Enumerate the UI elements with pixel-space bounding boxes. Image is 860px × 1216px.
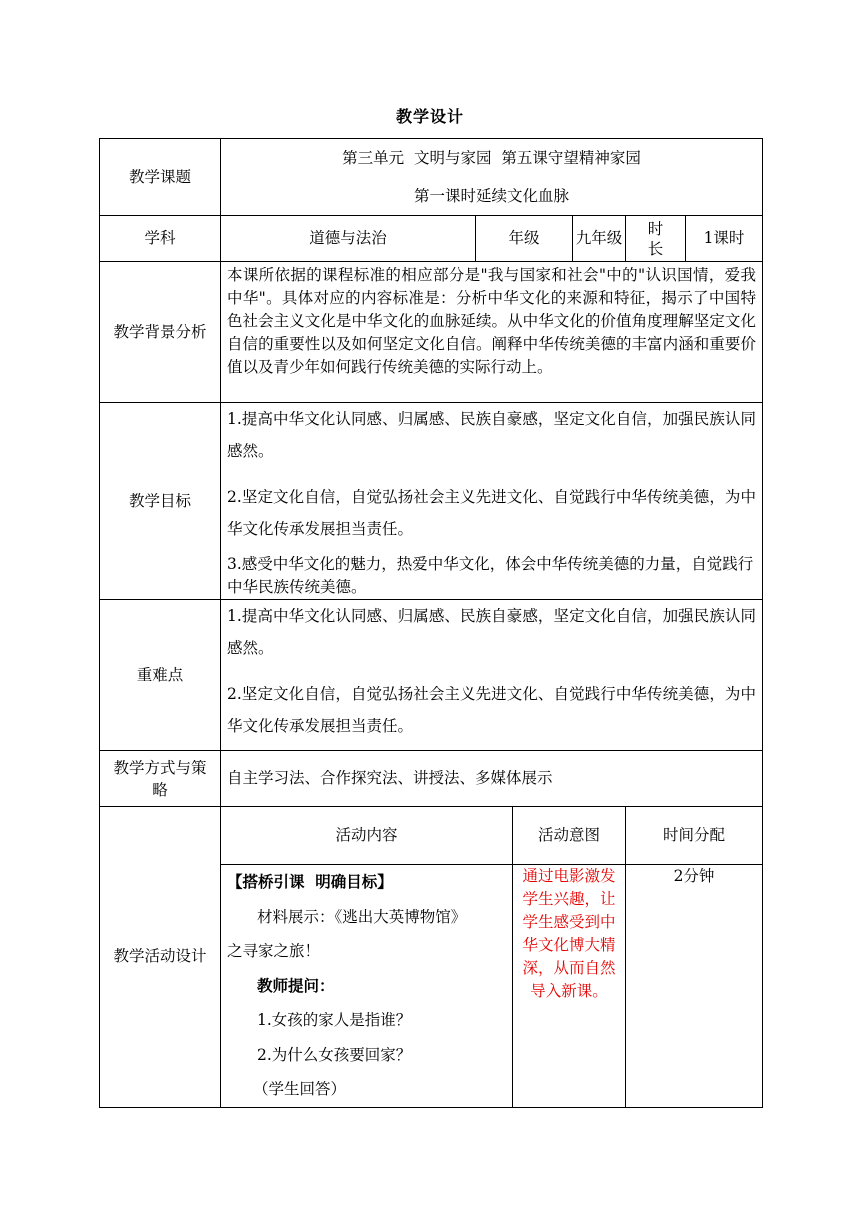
grade-label: 年级 bbox=[476, 216, 573, 262]
objectives-row bbox=[100, 403, 763, 600]
topic-value bbox=[221, 139, 763, 216]
page-title: 教学设计 bbox=[395, 107, 464, 126]
teacher-question-label: 教师提问： bbox=[257, 975, 335, 995]
duration-label bbox=[626, 216, 686, 262]
duration-value: 1课时 bbox=[686, 216, 763, 262]
key-points-cell bbox=[221, 600, 763, 751]
grade-value: 九年级 bbox=[573, 216, 626, 262]
activity-intent-cell: 通过电影激发学生兴趣，让学生感受到中华文化博大精深，从而自然导入新课。 bbox=[513, 865, 626, 1108]
objectives-cell bbox=[221, 403, 763, 600]
lesson-plan-table bbox=[99, 138, 763, 1108]
question-2: 2.为什么女孩要回家？ bbox=[257, 1045, 412, 1064]
objective-item-1: 1.提高中华文化认同感、归属感、民族自豪感，坚定文化自信，加强民族认同感然。 bbox=[227, 410, 756, 460]
activity-material-line-2: 之寻家之旅！ bbox=[227, 942, 321, 960]
activity-material-line-1: 材料展示：《逃出大英博物馆》 bbox=[257, 907, 467, 926]
duration-label-line-2: 长 bbox=[647, 239, 664, 258]
key-point-item-2: 2.坚定文化自信，自觉弘扬社会主义先进文化、自觉践行中华传统美德，为中华文化传承发展担当责任。 bbox=[227, 685, 756, 735]
activity-time-cell: 2分钟 bbox=[626, 865, 763, 1108]
objective-item-3: 3.感受中华文化的魅力，热爱中华文化，体会中华传统美德的力量，自觉践行中华民族传统美德。 bbox=[227, 555, 754, 596]
key-point-item-1: 1.提高中华文化认同感、归属感、民族自豪感，坚定文化自信，加强民族认同感然。 bbox=[227, 607, 756, 657]
background-text: 本课所依据的课程标准的相应部分是"我与国家和社会"中的"认识国情，爱我中华"。具体对应的内容标准是：分析中华文化的来源和特征，揭示了中国特色社会主义文化是中华文化的血脉延续。从中华文化的价值角度理解坚定文化自信的重要性以及如何坚定文化自信。阐释中华传统美德的丰富内涵和重要价值以及青少年如何践行传统美德的实际行动上。 bbox=[227, 266, 756, 376]
duration-label-line-1: 时 bbox=[647, 219, 664, 238]
meta-row bbox=[100, 216, 763, 262]
student-answer-note: （学生回答） bbox=[253, 1080, 347, 1098]
objective-item-2: 2.坚定文化自信，自觉弘扬社会主义先进文化、自觉践行中华传统美德，为中华文化传承发展担当责任。 bbox=[227, 488, 756, 538]
methods-value: 自主学习法、合作探究法、讲授法、多媒体展示 bbox=[221, 751, 763, 807]
methods-label-line-1: 教学方式与策 bbox=[113, 758, 207, 777]
methods-label bbox=[100, 751, 221, 807]
question-1: 1.女孩的家人是指谁？ bbox=[257, 1011, 412, 1029]
activities-header-row bbox=[100, 807, 763, 865]
activity-content-cell bbox=[221, 865, 513, 1108]
col-activity-intent: 活动意图 bbox=[513, 807, 626, 865]
activity-heading: 【搭桥引课 明确目标】 bbox=[227, 872, 393, 891]
col-activity-content: 活动内容 bbox=[221, 807, 513, 865]
topic-row bbox=[100, 139, 763, 216]
methods-label-line-2: 略 bbox=[152, 780, 168, 799]
topic-label: 教学课题 bbox=[100, 139, 221, 216]
topic-line-2: 第一课时延续文化血脉 bbox=[413, 187, 569, 205]
background-label: 教学背景分析 bbox=[100, 262, 221, 403]
activities-label: 教学活动设计 bbox=[100, 807, 221, 1108]
methods-row bbox=[100, 751, 763, 807]
objectives-label: 教学目标 bbox=[100, 403, 221, 600]
col-time-allocation: 时间分配 bbox=[626, 807, 763, 865]
key-points-label: 重难点 bbox=[100, 600, 221, 751]
subject-label: 学科 bbox=[100, 216, 221, 262]
background-row bbox=[100, 262, 763, 403]
subject-value: 道德与法治 bbox=[221, 216, 476, 262]
topic-line-1: 第三单元 文明与家园 第五课守望精神家园 bbox=[342, 149, 641, 167]
background-text-cell bbox=[221, 262, 763, 403]
key-points-row bbox=[100, 600, 763, 751]
